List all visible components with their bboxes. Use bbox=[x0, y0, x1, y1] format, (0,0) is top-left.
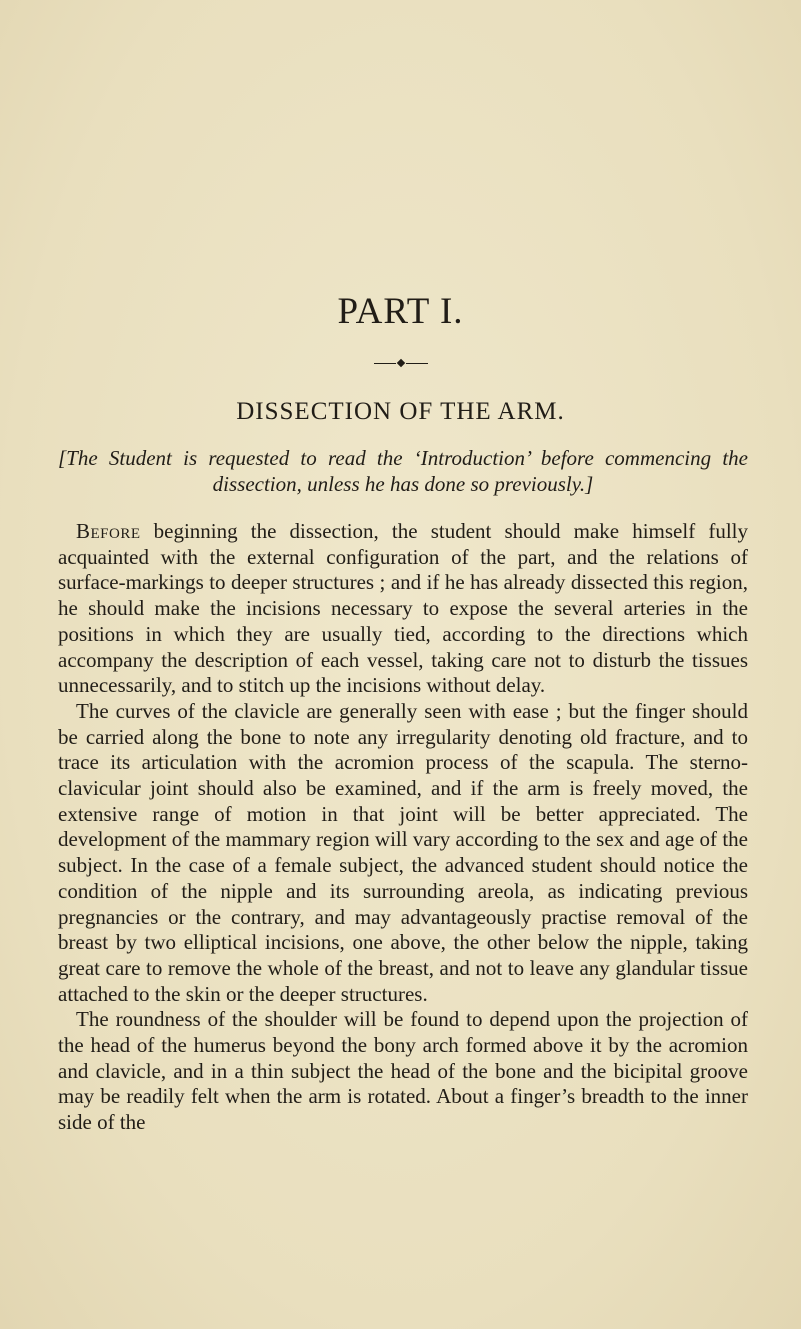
introductory-note: [The Student is requested to read the ‘Introduction’ before commencing the dissection, unless he has done so previously.] bbox=[58, 446, 748, 496]
paragraph-3: The roundness of the shoulder will be found to depend upon the projection of the head of the humerus beyond the bony arch formed above it by the acromion and clavicle, and in a thin subject the head of the bone and the bicipital groove may be readily felt when the arm is rotated. About a finger’s breadth to the inner side of the bbox=[58, 1007, 748, 1135]
paragraph-2: The curves of the clavicle are generally seen with ease ; but the finger should be carried along the bone to note any irregularity denoting old fracture, and to trace its articulation with the acromion process of the scapula. The sterno-clavicular joint should also be examined, and if the arm is freely moved, the extensive range of motion in that joint will be better appreciated. The development of the mammary region will vary according to the sex and age of the subject. In the case of a female subject, the advanced student should notice the condition of the nipple and its surrounding areola, as indicating previous pregnancies or the contrary, and may advantageously practise removal of the breast by two elliptical incisions, one above, the other below the nipple, taking great care to remove the whole of the breast, and not to leave any glandular tissue attached to the skin or the deeper structures. bbox=[58, 698, 748, 1006]
paragraph-1 bbox=[58, 519, 748, 699]
body-text bbox=[58, 519, 748, 1136]
paragraph-1-lead-word: Before bbox=[76, 519, 141, 543]
ornament-diamond-icon bbox=[396, 359, 404, 367]
ornament-rule-left bbox=[374, 363, 396, 364]
heading-ornament bbox=[0, 360, 801, 366]
ornament-rule-right bbox=[406, 363, 428, 364]
part-heading: PART I. bbox=[337, 291, 464, 332]
paragraph-1-text: beginning the dissection, the student should make himself fully acquainted with the external configuration of the part, and the relations of surface-markings to deeper structures ; and if he has already dissected this region, he should make the incisions necessary to expose the several arteries in the positions in which they are usually tied, according to the directions which accompany the description of each vessel, taking care not to disturb the tissues unnecessarily, and to stitch up the incisions without delay. bbox=[58, 519, 748, 698]
section-heading: DISSECTION OF THE ARM. bbox=[236, 398, 565, 425]
